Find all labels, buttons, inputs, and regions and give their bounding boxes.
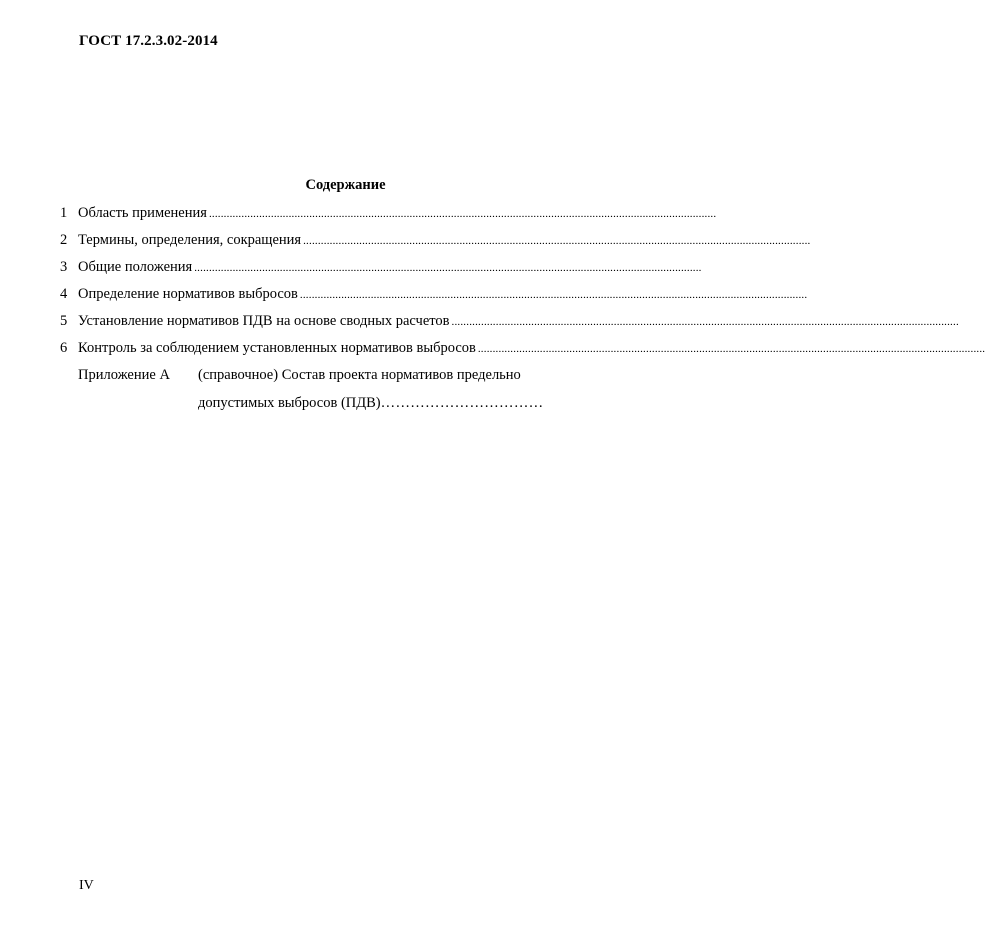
toc-title: Содержание <box>305 177 386 193</box>
toc-item-number: 3 <box>60 259 68 275</box>
table-of-contents <box>60 203 985 365</box>
toc-item-text: Термины, определения, сокращения <box>78 232 302 248</box>
appendix-leader-dots: …………………………… <box>380 395 544 411</box>
toc-leader-dots: ............................................................................................................................................................................ <box>194 262 702 274</box>
toc-item-number: 1 <box>60 205 68 221</box>
toc-item-number: 2 <box>60 232 68 248</box>
toc-leader-dots: ............................................................................................................................................................................ <box>208 208 717 220</box>
toc-item-text: Область применения <box>78 205 207 221</box>
toc-leader-dots: ............................................................................................................................................................................ <box>477 343 985 355</box>
toc-leader-dots: ............................................................................................................................................................................ <box>299 289 808 301</box>
toc-item-number: 4 <box>60 286 68 302</box>
toc-item[interactable] <box>60 311 959 338</box>
toc-leader-dots: ............................................................................................................................................................................ <box>303 235 811 247</box>
page-number: IV <box>79 878 94 893</box>
toc-item-text: Контроль за соблюдением установленных нормативов выбросов <box>78 340 476 356</box>
toc-item[interactable] <box>60 203 717 230</box>
toc-item[interactable] <box>60 338 985 365</box>
toc-item-text: Определение нормативов выбросов <box>78 286 298 302</box>
toc-item-text: Общие положения <box>78 259 193 275</box>
appendix-title-line-2-text: допустимых выбросов (ПДВ) <box>198 395 381 411</box>
appendix-title-line-1: (справочное) Состав проекта нормативов предельно <box>198 367 521 383</box>
toc-item[interactable] <box>60 257 702 284</box>
toc-leader-dots: ............................................................................................................................................................................ <box>451 316 959 328</box>
toc-item[interactable] <box>60 284 808 311</box>
toc-item-number: 5 <box>60 313 68 329</box>
appendix-label: Приложение А <box>78 367 170 383</box>
appendix-title-line-2 <box>198 393 543 413</box>
toc-item[interactable] <box>60 230 811 257</box>
toc-item-text: Установление нормативов ПДВ на основе сводных расчетов <box>78 313 450 329</box>
toc-item-number: 6 <box>60 340 68 356</box>
document-header: ГОСТ 17.2.3.02-2014 <box>79 33 218 49</box>
